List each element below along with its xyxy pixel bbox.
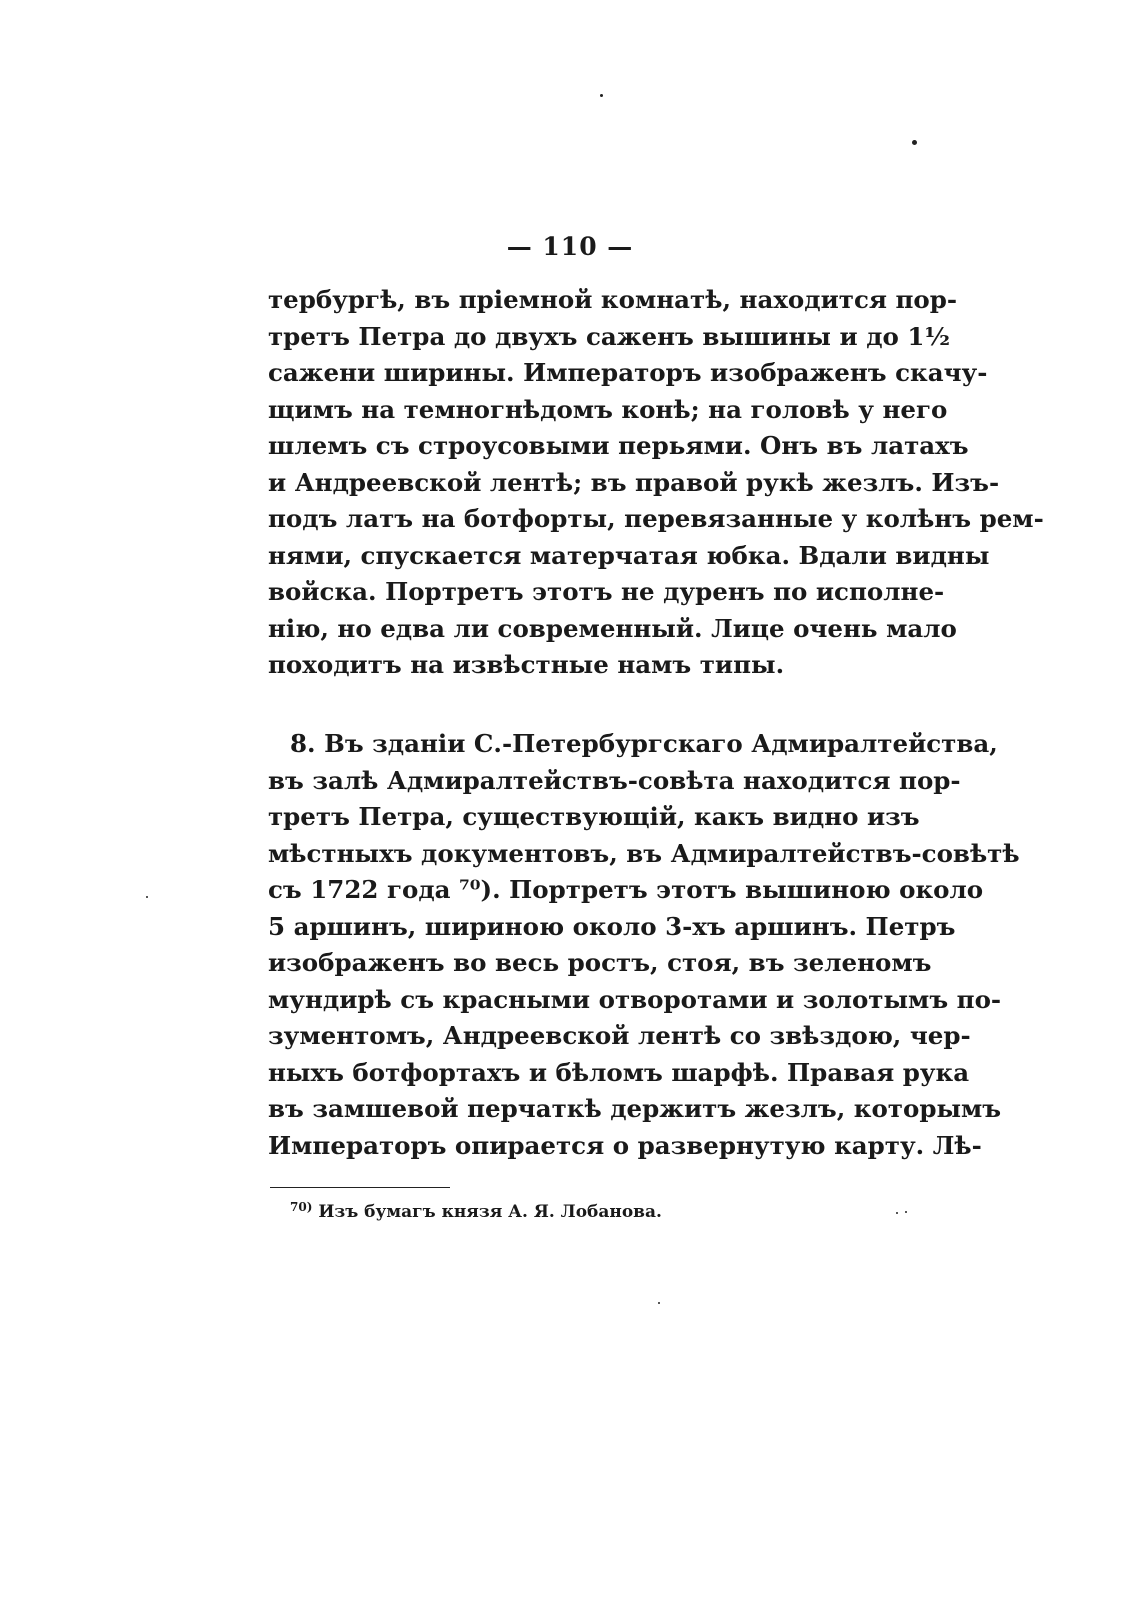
- print-speck: [896, 1212, 898, 1214]
- print-speck: [912, 140, 917, 145]
- text-line: въ замшевой перчаткѣ держитъ жезлъ, которымъ: [268, 1094, 1002, 1123]
- text-line: 8. Въ зданіи С.-Петербургскаго Адмиралтейства,: [290, 729, 998, 758]
- text-line: съ 1722 года ⁷⁰). Портретъ этотъ вышиною около: [268, 875, 984, 904]
- paragraph-portrait-description: [268, 282, 1044, 684]
- text-line: нями, спускается матерчатая юбка. Вдали видны: [268, 540, 990, 570]
- text-line: мундирѣ съ красными отворотами и золотымъ по-: [268, 984, 1002, 1014]
- text-line: и Андреевской лентѣ; въ правой рукѣ жезлъ. Изъ-: [268, 467, 1000, 497]
- text-line: третъ Петра, существующій, какъ видно изъ: [268, 802, 920, 831]
- print-speck: [146, 896, 148, 898]
- text-line: щимъ на темногнѣдомъ конѣ; на головѣ у него: [268, 394, 948, 424]
- print-speck: [905, 1211, 907, 1213]
- page-number: — 110 —: [506, 232, 634, 261]
- footnote: [290, 1200, 662, 1222]
- text-line: войска. Портретъ этотъ не дуренъ по исполне-: [268, 577, 945, 606]
- footnote-divider: [270, 1187, 450, 1188]
- text-line: третъ Петра до двухъ саженъ вышины и до 1½: [268, 321, 950, 351]
- text-line: зументомъ, Андреевской лентѣ со звѣздою, чер-: [268, 1021, 971, 1050]
- text-line: 5 аршинъ, шириною около 3-хъ аршинъ. Петръ: [268, 911, 956, 941]
- text-line: подъ латъ на ботфорты, перевязанные у колѣнъ рем-: [268, 504, 1044, 533]
- footnote-marker: 70): [290, 1200, 313, 1214]
- print-speck: [600, 94, 603, 97]
- text-line: шлемъ съ строусовыми перьями. Онъ въ латахъ: [268, 431, 969, 460]
- text-line: мѣстныхъ документовъ, въ Адмиралтействъ-совѣтѣ: [268, 838, 1020, 868]
- text-line: Императоръ опирается о развернутую карту. Лѣ-: [268, 1130, 982, 1160]
- text-line: нію, но едва ли современный. Лице очень мало: [268, 613, 957, 643]
- footnote-text: Изъ бумагъ князя А. Я. Лобанова.: [318, 1202, 662, 1222]
- print-speck: [658, 1302, 660, 1304]
- text-line: сажени ширины. Императоръ изображенъ скачу-: [268, 358, 988, 387]
- text-line: тербургѣ, въ пріемной комнатѣ, находится пор-: [268, 285, 958, 314]
- paragraph-admiralty-portrait: [268, 726, 1020, 1164]
- text-line: ныхъ ботфортахъ и бѣломъ шарфѣ. Правая рука: [268, 1057, 970, 1087]
- text-line: въ залѣ Адмиралтействъ-совѣта находится пор-: [268, 765, 961, 795]
- text-line: изображенъ во весь ростъ, стоя, въ зеленомъ: [268, 948, 932, 977]
- text-line: походитъ на извѣстные намъ типы.: [268, 650, 785, 679]
